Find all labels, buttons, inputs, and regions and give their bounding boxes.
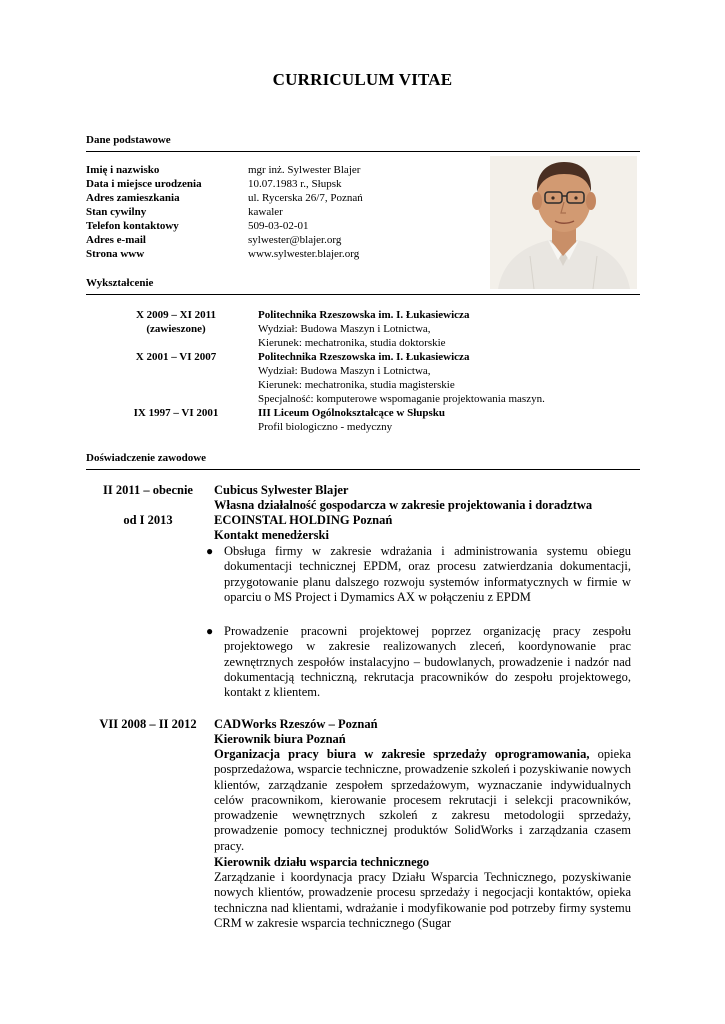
- edu-line: Wydział: Budowa Maszyn i Lotnictwa,: [258, 323, 431, 335]
- job1-date: II 2011 – obecnie: [103, 483, 193, 497]
- edu-school-1: Politechnika Rzeszowska im. I. Łukasiewicza: [258, 309, 470, 321]
- edu-date-1: X 2009 – XI 2011: [135, 309, 217, 321]
- job1-role: Kontakt menedżerski: [214, 528, 329, 542]
- job1-date2: od I 2013: [123, 513, 173, 527]
- job1-company2: ECOINSTAL HOLDING Poznań: [214, 513, 393, 527]
- job1-description: Własna działalność gospodarcza w zakresie projektowania i doradztwa: [214, 498, 593, 512]
- label-name: Imię i nazwisko: [86, 164, 160, 176]
- value-email: sylwester@blajer.org: [248, 234, 342, 246]
- value-phone: 509-03-02-01: [248, 220, 309, 232]
- value-marital: kawaler: [248, 206, 283, 218]
- label-email: Adres e-mail: [86, 234, 146, 246]
- job1-bullet-2: Prowadzenie pracowni projektowej poprzez organizację pracy zespołu projektowego w zakresie realizowanych zleceń, koordynowanie prac zewnętrznych zespołów instalacyjno – budowlanych, prowadzenie i nadzór nad dokumentacją techniczną, rekrutacja pracowników do zespołu projektowego, kontakt z klientem.: [224, 624, 631, 700]
- edu-line: Profil biologiczno - medyczny: [258, 421, 393, 433]
- edu-date-3: IX 1997 – VI 2001: [133, 407, 219, 419]
- job2-description-bold: Organizacja pracy biura w zakresie sprzedaży oprogramowania,: [214, 747, 590, 761]
- section-heading-basic: Dane podstawowe: [86, 134, 640, 152]
- section-heading-experience: Doświadczenie zawodowe: [86, 452, 640, 470]
- edu-line: Specjalność: komputerowe wspomaganie projektowania maszyn.: [258, 393, 545, 405]
- edu-date-2: X 2001 – VI 2007: [135, 351, 217, 363]
- value-www: www.sylwester.blajer.org: [248, 248, 360, 260]
- value-birth: 10.07.1983 r., Słupsk: [248, 178, 342, 190]
- edu-line: Wydział: Budowa Maszyn i Lotnictwa,: [258, 365, 431, 377]
- label-marital: Stan cywilny: [86, 206, 147, 218]
- edu-line: Kierunek: mechatronika, studia doktorskie: [258, 337, 446, 349]
- job2-description2: Zarządzanie i koordynacja pracy Działu Wsparcia Technicznego, pozyskiwanie nowych klientów, prowadzenie procesu sprzedaży i negocjacji kontaktów, opieka techniczna nad klientami, wdrażanie i modyfikowanie pod potrzeby firmy systemu CRM w zakresie wsparcia technicznego (Sugar: [214, 870, 631, 930]
- section-heading-education: Wykształcenie: [86, 277, 640, 295]
- edu-school-3: III Liceum Ogólnokształcące w Słupsku: [258, 407, 446, 419]
- bullet-icon: ●: [206, 544, 214, 558]
- edu-line: Kierunek: mechatronika, studia magisterskie: [258, 379, 455, 391]
- label-phone: Telefon kontaktowy: [86, 220, 179, 232]
- job2-role: Kierownik biura Poznań: [214, 732, 346, 746]
- label-www: Strona www: [86, 248, 145, 260]
- profile-photo: [490, 156, 637, 289]
- job1-company: Cubicus Sylwester Blajer: [214, 483, 349, 497]
- edu-school-2: Politechnika Rzeszowska im. I. Łukasiewicza: [258, 351, 470, 363]
- document-title: CURRICULUM VITAE: [272, 70, 453, 89]
- bullet-icon: ●: [206, 624, 214, 638]
- job2-date: VII 2008 – II 2012: [99, 717, 197, 731]
- job2-description-rest: opieka posprzedażowa, wsparcie techniczne, prowadzenie szkoleń i pozyskiwanie nowych klientów, zarządzanie zespołem sprzedażowym, wyznaczanie indywidualnych celów pracownikom, kierowanie procesem rekrutacji i selekcji pracowników, prowadzenie wewnętrznych szkoleń z zakresu metodologii sprzedaży, prowadzenie pomocy technicznej produktów SolidWorks i zarządzania czasem pracy.: [214, 747, 631, 853]
- job2-company: CADWorks Rzeszów – Poznań: [214, 717, 378, 731]
- job1-bullet-1: Obsługa firmy w zakresie wdrażania i administrowania systemu obiegu dokumentacji technicznej EPDM, oraz procesu zatwierdzania dokumentacji, przygotowanie planu dalszego rozwoju systemów informatycznych w firmie w oparciu o MS Project i Dymamics AX w połączeniu z EPDM: [224, 544, 631, 604]
- label-birth: Data i miejsce urodzenia: [86, 178, 202, 190]
- job2-role2: Kierownik działu wsparcia technicznego: [214, 855, 430, 869]
- job2-description: [214, 747, 631, 854]
- label-address: Adres zamieszkania: [86, 192, 180, 204]
- edu-date-1-note: (zawieszone): [146, 323, 206, 335]
- value-address: ul. Rycerska 26/7, Poznań: [248, 192, 363, 204]
- value-name: mgr inż. Sylwester Blajer: [248, 164, 361, 176]
